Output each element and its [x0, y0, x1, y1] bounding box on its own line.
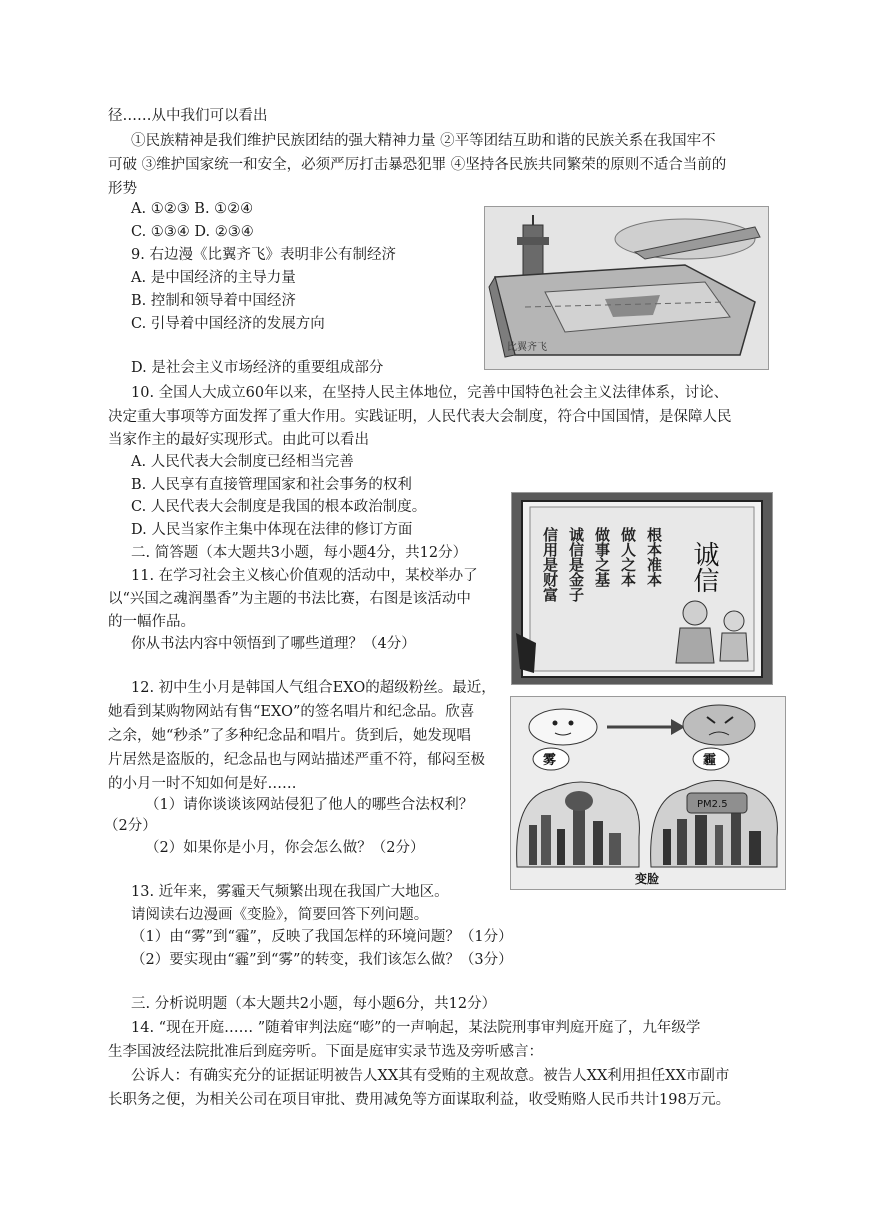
calligraphy-illustration — [512, 493, 772, 684]
line-1: 径……从中我们可以看出 — [108, 108, 268, 124]
question-11-prompt: 你从书法内容中领悟到了哪些道理？（4分） — [131, 636, 416, 652]
q12-sub-2: （2）如果你是小月，你会怎么做？（2分） — [145, 840, 425, 856]
calligraphy-column-1: 信用是财富 — [541, 527, 559, 602]
question-12-line-3: 之余，她“秒杀”了多种纪念品和唱片。货到后，她发现唱 — [108, 728, 471, 744]
question-14-line-3: 公诉人：有确实充分的证据证明被告人XX其有受贿的主观故意。被告人XX利用担任XX市副市 — [131, 1068, 730, 1084]
question-14-line-2: 生李国波经法院批准后到庭旁听。下面是庭审实录节选及旁听感言： — [108, 1044, 543, 1060]
smog-label-right: 霾 — [703, 753, 717, 768]
question-12-line-5: 的小月一时不知如何是好…… — [108, 776, 297, 792]
option-row-2: C. ①③④ D. ②③④ — [131, 224, 254, 240]
ship-cartoon-image — [484, 206, 769, 370]
q9-option-d: D. 是社会主义市场经济的重要组成部分 — [131, 360, 384, 376]
option-row-1: A. ①②③ B. ①②④ — [131, 201, 254, 217]
question-10-line-1: 10. 全国人大成立60年以来，在坚持人民主体地位，完善中国特色社会主义法律体系，讨论、 — [131, 385, 729, 401]
q10-option-d: D. 人民当家作主集中体现在法律的修订方面 — [131, 522, 413, 538]
question-14-line-1: 14. “现在开庭…… ”随着审判法庭“嘭”的一声响起，某法院刑事审判庭开庭了，九年级学 — [131, 1020, 701, 1036]
q10-option-c: C. 人民代表大会制度是我国的根本政治制度。 — [131, 499, 427, 515]
ship-illustration — [485, 207, 768, 369]
question-12-line-2: 她看到某购物网站有售“EXO”的签名唱片和纪念品。欣喜 — [108, 704, 475, 720]
q10-option-b: B. 人民享有直接管理国家和社会事务的权利 — [131, 477, 412, 493]
question-12-line-4: 片居然是盗版的，纪念品也与网站描述严重不符，郁闷至极 — [108, 752, 485, 768]
q9-option-c: C. 引导着中国经济的发展方向 — [131, 316, 325, 332]
question-12-line-1: 12. 初中生小月是韩国人气组合EXO的超级粉丝。最近， — [131, 680, 496, 696]
calligraphy-title: 诚信 — [689, 541, 719, 593]
question-14-line-4: 长职务之便，为相关公司在项目审批、费用减免等方面谋取利益，收受贿赂人民币共计198万元。 — [108, 1092, 731, 1108]
smog-illustration — [511, 697, 785, 889]
question-10-line-2: 决定重大事项等方面发挥了重大作用。实践证明，人民代表大会制度，符合中国国情，是保障人民 — [108, 409, 732, 425]
question-11-line-3: 的一幅作品。 — [108, 614, 195, 630]
calligraphy-column-3: 做事之基 — [593, 527, 611, 587]
line-3: 可破 ③维护国家统一和安全，必须严厉打击暴恐犯罪 ④坚持各民族共同繁荣的原则不适合当前的 — [108, 157, 727, 173]
question-11-line-1: 11. 在学习社会主义核心价值观的活动中，某校举办了 — [131, 568, 478, 584]
q9-option-a: A. 是中国经济的主导力量 — [131, 270, 296, 286]
smog-cartoon-image — [510, 696, 786, 890]
q13-sub-1: （1）由“雾”到“霾”，反映了我国怎样的环境问题？（1分） — [131, 929, 513, 945]
q13-sub-2: （2）要实现由“霾”到“雾”的转变，我们该怎么做？（3分） — [131, 952, 513, 968]
question-9: 9. 右边漫《比翼齐飞》表明非公有制经济 — [131, 247, 396, 263]
smog-reading: PM2.5 — [697, 799, 728, 810]
question-13-line-2: 请阅读右边漫画《变脸》，简要回答下列问题。 — [131, 907, 429, 923]
calligraphy-image — [511, 492, 773, 685]
calligraphy-column-4: 做人之本 — [619, 527, 637, 587]
q10-option-a: A. 人民代表大会制度已经相当完善 — [131, 454, 354, 470]
smog-caption: 变脸 — [635, 872, 660, 886]
section-3-heading: 三. 分析说明题（本大题共2小题，每小题6分，共12分） — [131, 996, 497, 1012]
q12-sub-1: （1）请你谈谈该网站侵犯了他人的哪些合法权利？ — [145, 797, 474, 813]
question-13-line-1: 13. 近年来，雾霾天气频繁出现在我国广大地区。 — [131, 884, 449, 900]
question-10-line-3: 当家作主的最好实现形式。由此可以看出 — [108, 432, 369, 448]
q12-sub-1-score: （2分） — [104, 818, 157, 834]
smog-label-left: 雾 — [543, 753, 557, 768]
q9-option-b: B. 控制和领导着中国经济 — [131, 293, 296, 309]
ship-caption: 比翼齐飞 — [507, 342, 547, 353]
question-11-line-2: 以“兴国之魂润墨香”为主题的书法比赛，右图是该活动中 — [108, 591, 471, 607]
calligraphy-column-5: 根本准本 — [645, 527, 663, 587]
section-2-heading: 二. 简答题（本大题共3小题，每小题4分，共12分） — [131, 545, 468, 561]
calligraphy-column-2: 诚信是金子 — [567, 527, 585, 602]
line-4: 形势 — [108, 181, 137, 197]
line-2: ①民族精神是我们维护民族团结的强大精神力量 ②平等团结互助和谐的民族关系在我国牢不 — [131, 133, 716, 149]
